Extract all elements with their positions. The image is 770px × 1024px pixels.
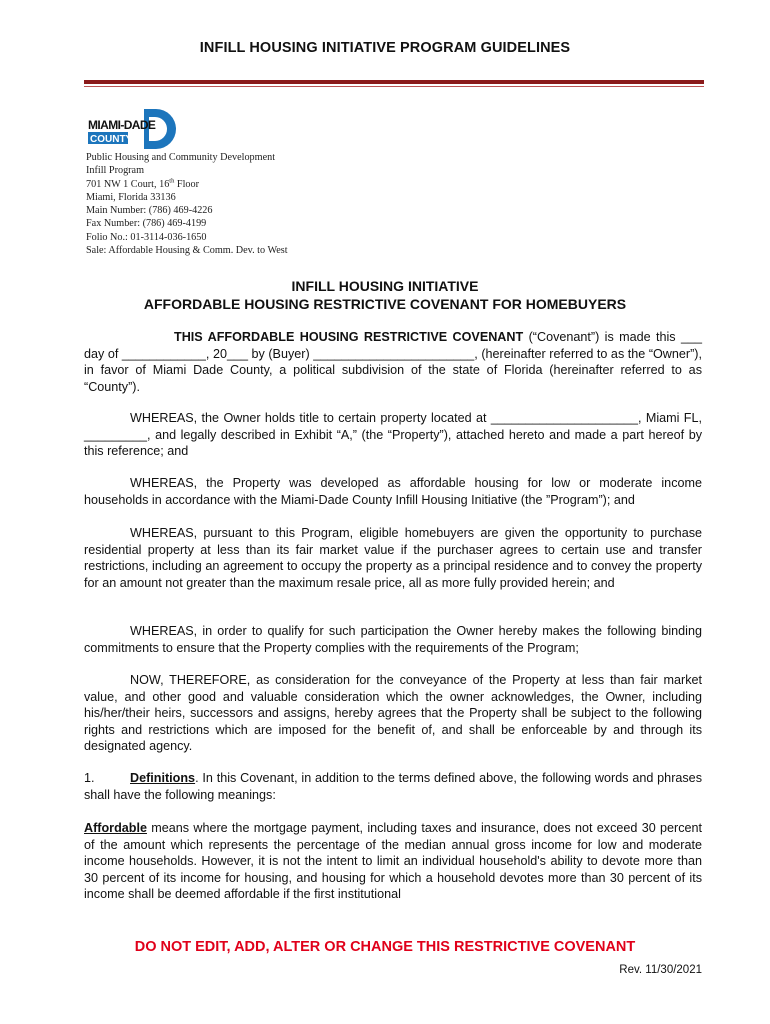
intro-bold-lead: THIS AFFORDABLE HOUSING RESTRICTIVE COVENANT [174, 330, 524, 344]
whereas-paragraph-1: WHEREAS, the Owner holds title to certain property located at _____________________, Miami FL, _________, and legally described in Exhibit “A,” (the “Property”), attached hereto and made a part hereof by this reference; and [84, 411, 702, 459]
address-line-folio: Folio No.: 01-3114-036-1650 [86, 231, 207, 243]
address-line-main-number: Main Number: (786) 469-4226 [86, 205, 213, 217]
do-not-edit-warning: DO NOT EDIT, ADD, ALTER OR CHANGE THIS RESTRICTIVE COVENANT [134, 939, 636, 955]
whereas-paragraph-2: WHEREAS, the Property was developed as affordable housing for low or moderate income households in accordance with the Miami-Dade County Infill Housing Initiative (the ”Program”); and [84, 476, 702, 507]
section-1-heading: Definitions [130, 771, 196, 785]
agency-address-block [86, 151, 288, 257]
address-line-street: 701 NW 1 Court, 16th Floor [86, 177, 199, 190]
logo-text-county: COUNTY [90, 134, 133, 145]
address-line-city: Miami, Florida 33136 [86, 191, 176, 203]
section-1-number: 1. [84, 771, 95, 785]
section-1-definitions: 1. Definitions. In this Covenant, in addition to the terms defined above, the following words and phrases shall have the following meanings: [84, 771, 702, 802]
page-header-title: INFILL HOUSING INITIATIVE PROGRAM GUIDELINES [199, 40, 571, 56]
affordable-definition: Affordable means where the mortgage payment, including taxes and insurance, does not exceed 30 percent of the amount which represents the percentage of the median annual gross income for low and moderate income households. However, it is not the intent to limit an individual household's ability to devote more than 30 percent of its income for housing, and housing for which a household devotes more than 30 percent of its income shall be deemed affordable if the first institutional [84, 821, 702, 902]
address-line-department: Public Housing and Community Development [86, 152, 276, 163]
document-title-line2: AFFORDABLE HOUSING RESTRICTIVE COVENANT FOR HOMEBUYERS [143, 296, 627, 312]
revision-date: Rev. 11/30/2021 [619, 964, 702, 976]
now-therefore-paragraph: NOW, THEREFORE, as consideration for the conveyance of the Property at less than fair market value, and other good and valuable consideration which the owner acknowledges, the Owner, including his/her/their heirs, successors and assigns, hereby agrees that the Property shall be subject to the following rights and restrictions which are imposed for the benefit of, and shall be enforceable by and through its designated agency. [84, 673, 702, 754]
address-line-sale: Sale: Affordable Housing & Comm. Dev. to West [86, 245, 288, 257]
miami-dade-county-logo [86, 108, 182, 150]
address-line-program: Infill Program [86, 165, 145, 177]
document-title-line1: INFILL HOUSING INITIATIVE [291, 278, 479, 294]
intro-paragraph [84, 329, 702, 395]
header-divider [84, 80, 704, 84]
header-divider-thin [84, 86, 704, 87]
document-title [0, 277, 770, 313]
whereas-paragraph-4: WHEREAS, in order to qualify for such participation the Owner hereby makes the following binding commitments to ensure that the Property complies with the requirements of the Program; [84, 624, 702, 655]
intro-text: (“Covenant”) is made this ___ day of ____________, 20___ by (Buyer) _______________________, (hereinafter referred to as the “Owner”), in favor of Miami Dade County, a political subdivision of the state of Florida (hereinafter referred to as “County”). [84, 330, 702, 394]
whereas-paragraph-3: WHEREAS, pursuant to this Program, eligible homebuyers are given the opportunity to purchase residential property at less than its fair market value if the purchaser agrees to certain use and transfer restrictions, including an agreement to occupy the property as a principal residence and to convey the property for an amount not greater than the maximum resale price, all as more fully provided herein; and [84, 526, 702, 590]
affordable-term: Affordable [84, 821, 147, 835]
logo-text-miami-dade: MIAMI-DADE [88, 118, 156, 132]
address-line-fax-number: Fax Number: (786) 469-4199 [86, 218, 207, 230]
